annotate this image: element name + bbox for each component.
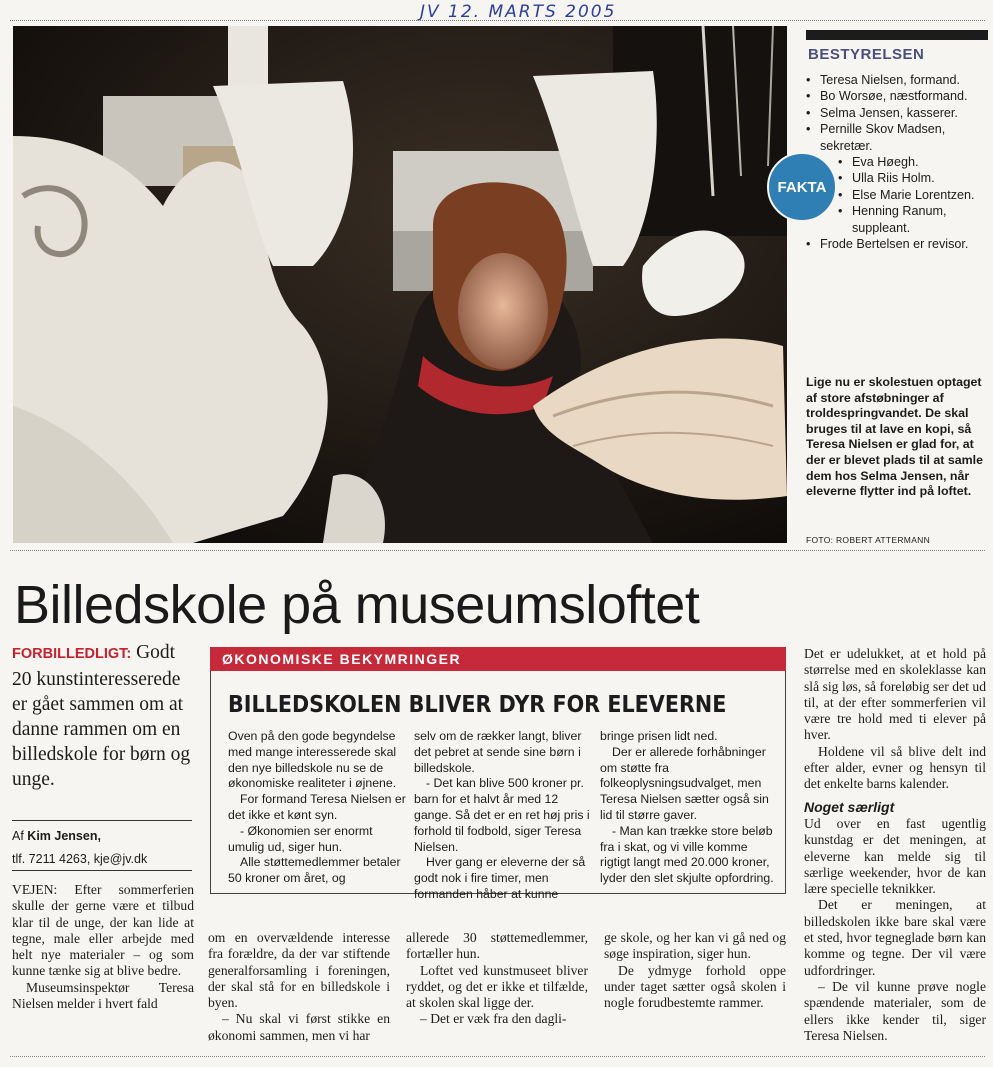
lead-divider	[12, 820, 192, 821]
article-lead	[12, 640, 195, 792]
paragraph: - Økonomien ser enormt umulig ud, siger hun.	[228, 823, 373, 854]
lead-kicker: FORBILLEDLIGT:	[12, 646, 132, 662]
paragraph: Ud over en fast ugentlig kunstdag er det meningen, at eleverne kan melde sig til særlige weekender, hvor de kan lære specielle teknikker.	[804, 815, 986, 897]
list-item: • Bo Worsøe, næstformand.	[806, 88, 986, 104]
top-divider	[10, 20, 985, 21]
paragraph: om en overvældende interesse fra forældre, da der var stiftende generalforsamling i foreningen, der skal stå for en billedskole i byen.	[208, 930, 390, 1011]
handwritten-date: JV 12. MARTS 2005	[420, 2, 617, 22]
paragraph: Det er udelukket, at et hold på størrelse med en skoleklasse kan slå sig løs, så foreløbig ser det ud til, at der efter sommerferien vil være tre hold med ti elever på hver.	[804, 646, 986, 743]
list-item: • Teresa Nielsen, formand.	[806, 72, 986, 88]
lead-text: Godt 20 kunstinteresserede er gået sammen om at danne rammen om en billedskole for børn og unge.	[12, 642, 191, 790]
list-item: • Else Marie Lorentzen.	[838, 187, 986, 203]
paragraph: For formand Teresa Nielsen er det ikke et kønt syn.	[228, 792, 406, 822]
list-item: • Pernille Skov Madsen, sekretær.	[806, 121, 986, 154]
paragraph: Der er allerede forhåbninger om støtte fra folkeoplysningsudvalget, men Teresa Nielsen sætter også sin lid til større gaver.	[600, 744, 769, 822]
paragraph: selv om de rækker langt, bliver det pebret at sende sine børn i billedskole.	[414, 729, 582, 775]
article-column-2	[208, 930, 390, 1044]
byline-divider	[12, 870, 192, 871]
fakta-badge: FAKTA	[767, 152, 837, 222]
paragraph: Oven på den gode begyndelse med mange interesserede skal den nye billedskole nu se de økonomiske realiteter i øjnene.	[228, 729, 397, 791]
paragraph: allerede 30 støttemedlemmer, fortæller hun.	[406, 930, 588, 962]
paragraph: - Det kan blive 500 kroner pr. barn for et halvt år med 12 gange. Så det er en ret høj pris i forhold til fodbold, siger Teresa Nielsen.	[414, 776, 590, 854]
photo-caption: Lige nu er skolestuen optaget af store afstøbninger af troldespringvandet. De skal bruges til at lave en kopi, så Teresa Nielsen er glad for, at der er blevet plads til at samle dem hos Selma Jensen, når eleverne flytter ind på loftet.	[806, 375, 983, 499]
list-item: • Selma Jensen, kasserer.	[806, 105, 986, 121]
paragraph: Det er meningen, at billedskolen ikke bare skal være et sted, hvor tegneglade børn kan komme og tegne. Der vil være udfordringer.	[804, 897, 986, 978]
paragraph: – Nu skal vi først stikke en økonomi sammen, men vi har	[208, 1011, 390, 1043]
subheading: Noget særligt	[804, 798, 895, 815]
box-title: BILLEDSKOLEN BLIVER DYR FOR ELEVERNE	[228, 692, 727, 718]
list-item: • Ulla Riis Holm.	[838, 170, 986, 186]
photo-illustration	[13, 26, 787, 543]
paragraph: Hver gang er eleverne der så godt nok i fire timer, men formanden håber at kunne	[414, 855, 586, 901]
list-item: • Eva Høegh.	[838, 154, 986, 170]
paragraph: - Man kan trække store beløb fra i skat, og vi ville komme rigtigt langt med 20.000 kroner, lyder den slet skjulte opfordring.	[600, 823, 774, 886]
article-column-3	[406, 930, 588, 1028]
bottom-divider	[10, 1056, 985, 1057]
paragraph: bringe prisen lidt ned.	[600, 729, 718, 743]
paragraph: De ydmyge forhold oppe under taget sætter også skolen i nogle forudbestemte rammer.	[604, 962, 786, 1011]
paragraph: Museumsinspektør Teresa Nielsen melder i hvert fald	[12, 979, 194, 1012]
board-members-list	[806, 72, 986, 252]
fakta-title: BESTYRELSEN	[808, 46, 925, 63]
list-item: • Henning Ranum, suppleant.	[838, 203, 986, 236]
box-column-3	[600, 729, 778, 887]
paragraph: Alle støttemedlemmer betaler 50 kroner om året, og	[228, 855, 401, 886]
article-photo	[13, 26, 787, 543]
paragraph: – De vil kunne prøve nogle spændende materialer, som de ellers ikke kender til, siger Teresa Nielsen.	[804, 978, 986, 1043]
byline-prefix: Af	[12, 829, 28, 843]
paragraph: VEJEN: Efter sommerferien skulle der gerne være et tilbud klar til de unge, der kan lide at tegne, male eller arbejde med helt nye materialer – og som kunne tænke sig at blive bedre.	[12, 882, 194, 979]
box-column-1	[228, 729, 410, 887]
article-column-5	[804, 646, 986, 1044]
article-column-1	[12, 882, 194, 1012]
article-column-4	[604, 930, 786, 1011]
page-title: Billedskole på museumsloftet	[14, 575, 700, 635]
paragraph: Holdene vil så blive delt ind efter alder, evner og hensyn til det enkelte barns kalender.	[804, 743, 986, 792]
author-contact: tlf. 7211 4263, kje@jv.dk	[12, 852, 148, 866]
box-column-2	[414, 729, 596, 903]
paragraph: Loftet ved kunstmuseet bliver ryddet, og det er ikke et tilfælde, at skolen skal ligge der.	[406, 962, 588, 1011]
list-item: • Frode Bertelsen er revisor.	[806, 236, 986, 252]
photo-credit: FOTO: ROBERT ATTERMANN	[806, 535, 931, 545]
photo-divider	[10, 550, 985, 551]
paragraph: ge skole, og her kan vi gå ned og søge inspiration, siger hun.	[604, 930, 786, 962]
paragraph: – Det er væk fra den dagli-	[420, 1011, 567, 1027]
byline	[12, 829, 101, 843]
box-banner: ØKONOMISKE BEKYMRINGER	[210, 647, 786, 671]
author-name: Kim Jensen,	[27, 829, 101, 843]
fakta-top-bar	[806, 30, 988, 40]
